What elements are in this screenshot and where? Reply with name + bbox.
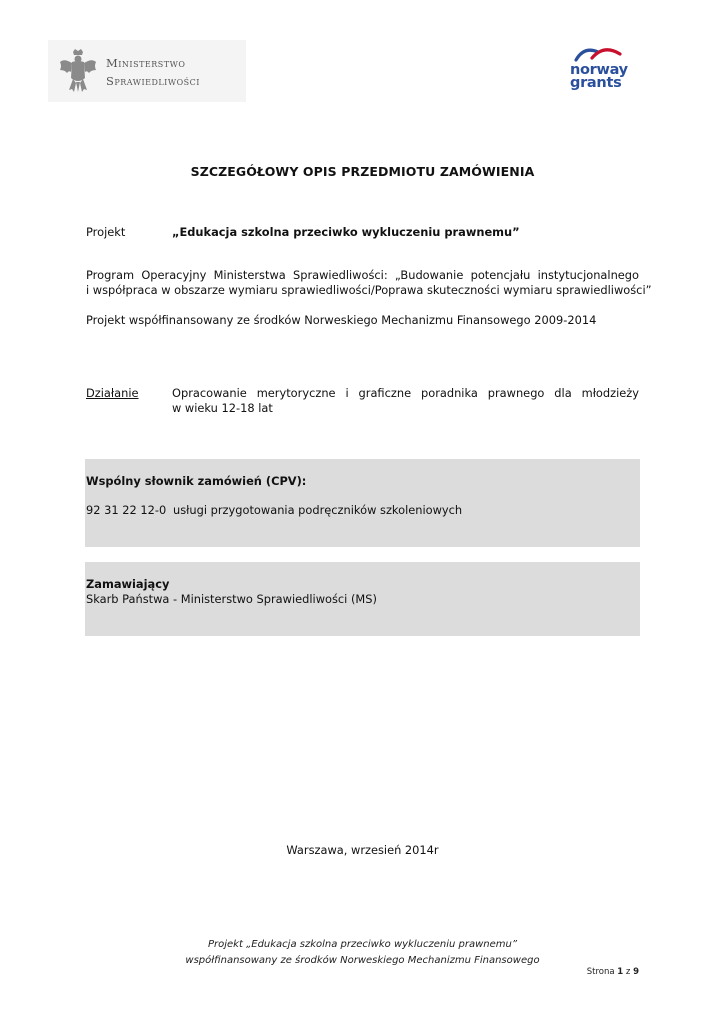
program-text — [86, 268, 652, 298]
norway-grants-swirl-icon — [570, 44, 628, 64]
ministry-logo-line1: Ministerstwo — [106, 56, 186, 70]
dzialanie-label: Działanie — [86, 386, 139, 400]
ministry-logo-line2: Sprawiedliwości — [106, 74, 200, 88]
program-line1: Program Operacyjny Ministerstwa Sprawiedliwości: „Budowanie potencjału instytucjonalnego — [86, 268, 639, 282]
cpv-description: usługi przygotowania podręczników szkoleniowych — [173, 503, 463, 517]
norway-grants-line2: grants — [570, 75, 622, 91]
ministry-logo-text — [106, 54, 200, 90]
cpv-code: 92 31 22 12-0 — [86, 503, 167, 517]
norway-grants-text — [570, 64, 628, 90]
page-label: Strona — [586, 967, 615, 977]
cofinancing-text: Projekt współfinansowany ze środków Norweskiego Mechanizmu Finansowego 2009-2014 — [86, 313, 597, 327]
polish-eagle-icon — [58, 48, 98, 94]
dzialanie-line1: Opracowanie merytoryczne i graficzne poradnika prawnego dla młodzieży — [172, 386, 639, 400]
dzialanie-line2: w wieku 12-18 lat — [172, 401, 273, 415]
projekt-value: „Edukacja szkolna przeciwko wykluczeniu prawnemu” — [172, 225, 520, 239]
place-date: Warszawa, wrzesień 2014r — [286, 843, 439, 857]
norway-grants-logo — [566, 44, 646, 100]
program-line2: i współpraca w obszarze wymiaru sprawiedliwości/Poprawa skuteczności wymiaru sprawiedliwości” — [86, 283, 652, 297]
document-title: SZCZEGÓŁOWY OPIS PRZEDMIOTU ZAMÓWIENIA — [190, 164, 535, 179]
cpv-heading: Wspólny słownik zamówień (CPV): — [86, 474, 307, 488]
page-current: 1 — [617, 967, 624, 977]
dzialanie-value — [172, 386, 639, 416]
zamawiajacy-value: Skarb Państwa - Ministerstwo Sprawiedliwości (MS) — [86, 592, 377, 606]
zamawiajacy-heading: Zamawiający — [86, 577, 170, 591]
ministry-logo — [48, 40, 246, 102]
norway-grants-line1: norway — [570, 62, 628, 78]
page-number — [587, 967, 639, 977]
footer-line2: współfinansowany ze środków Norweskiego Mechanizmu Finansowego — [185, 955, 540, 966]
page-total: 9 — [633, 967, 639, 977]
page-of: z — [625, 967, 631, 977]
page-footer — [0, 937, 725, 969]
projekt-label: Projekt — [86, 225, 126, 239]
footer-line1: Projekt „Edukacja szkolna przeciwko wykluczeniu prawnemu” — [207, 939, 517, 950]
